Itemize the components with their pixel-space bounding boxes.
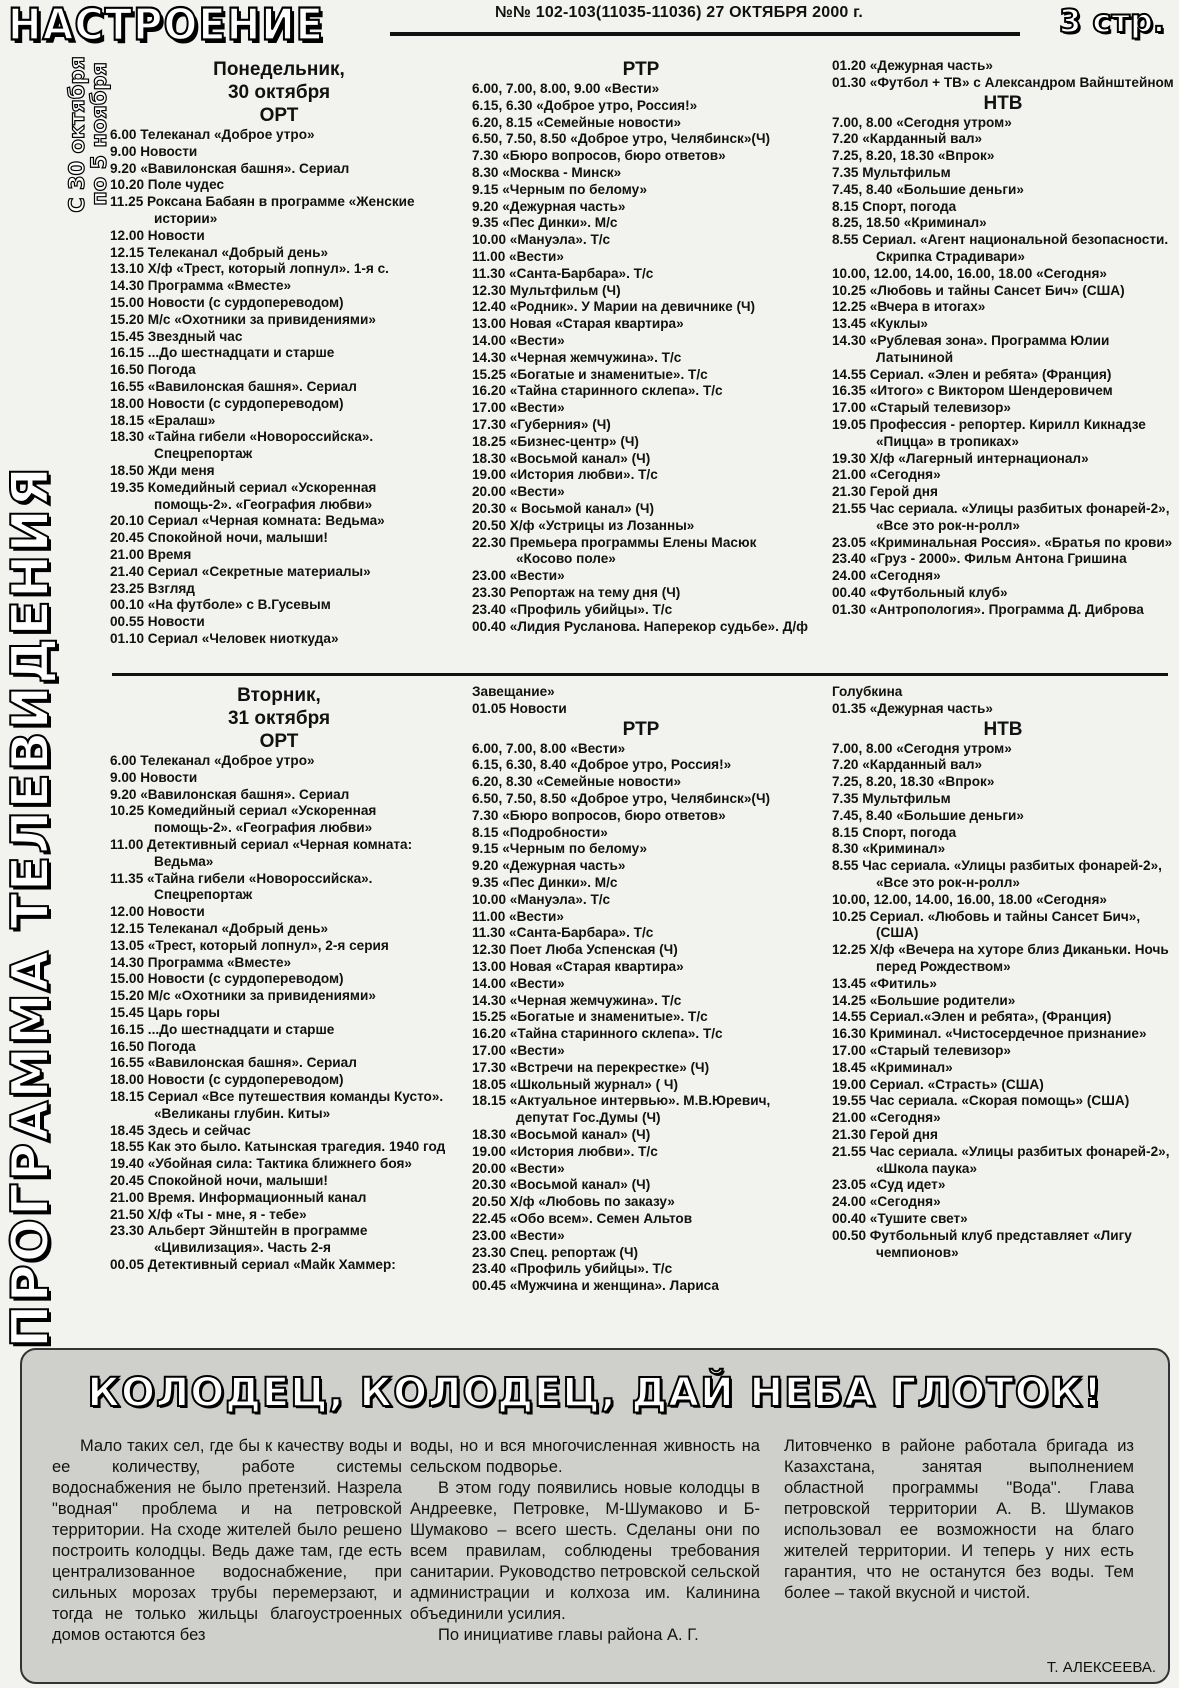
program-entry: 16.50 Погода — [110, 362, 196, 378]
program-entry: 18.00 Новости (с сурдопереводом) — [110, 1072, 344, 1088]
program-entry: 14.30 «Черная жемчужина». Т/с — [472, 349, 682, 365]
program-entry: 15.25 «Богатые и знаменитые». Т/с — [472, 1009, 708, 1025]
page-number: 3 стр. — [1059, 2, 1165, 40]
program-entry: 23.40 «Груз - 2000». Фильм Антона Гришина — [832, 551, 1127, 567]
program-entry: 18.45 Здесь и сейчас — [110, 1122, 251, 1138]
program-entry: 19.35 Комедийный сериал «Ускоренная помощь-2». «География любви» — [110, 479, 377, 512]
program-entry: Завещание» — [472, 684, 555, 699]
program-entry: 7.35 Мультфильм — [832, 164, 951, 180]
program-entry: 18.55 Как это было. Катынская трагедия. 1940 год — [110, 1139, 446, 1155]
program-entry: 12.25 «Вчера в итогах» — [832, 299, 986, 315]
program-entry: 14.00 «Вести» — [472, 975, 565, 991]
tuesday-ort-column — [110, 684, 448, 1274]
program-entry: 13.00 Новая «Старая квартира» — [472, 958, 684, 974]
program-entry: 00.55 Новости — [110, 614, 205, 630]
program-entry: 21.00 «Сегодня» — [832, 467, 941, 483]
program-entry: 19.30 Х/ф «Лагерный интернационал» — [832, 450, 1089, 466]
program-entry: 14.30 «Рублевая зона». Программа Юлии Латыниной — [832, 332, 1110, 365]
program-entry: 23.00 «Вести» — [472, 1227, 565, 1243]
program-entry: 7.35 Мультфильм — [832, 790, 951, 806]
program-entry: 7.30 «Бюро вопросов, бюро ответов» — [472, 148, 726, 164]
program-entry: 23.30 Альберт Эйнштейн в программе «Цивилизация». Часть 2-я — [110, 1223, 368, 1256]
program-entry: 9.20 «Вавилонская башня». Сериал — [110, 786, 350, 802]
program-entry: 7.00, 8.00 «Сегодня утром» — [832, 740, 1012, 756]
program-entry: 15.20 М/с «Охотники за привидениями» — [110, 311, 376, 327]
program-list — [110, 127, 448, 648]
program-entry: 23.05 «Суд идет» — [832, 1177, 946, 1193]
program-entry: 21.40 Сериал «Секретные материалы» — [110, 563, 371, 579]
program-entry: 9.00 Новости — [110, 769, 198, 785]
program-entry: 12.30 Мультфильм (Ч) — [472, 282, 621, 298]
program-entry: 11.30 «Санта-Барбара». Т/с — [472, 925, 654, 941]
day-date: 30 октября — [227, 82, 331, 103]
program-list — [832, 741, 1174, 1262]
program-entry: 15.00 Новости (с сурдопереводом) — [110, 294, 344, 310]
article-box — [20, 1348, 1170, 1684]
monday-section — [108, 58, 1174, 670]
program-entry: 20.45 Спокойной ночи, малыши! — [110, 530, 328, 546]
program-entry: 10.00, 12.00, 14.00, 16.00, 18.00 «Сегодня» — [832, 891, 1107, 907]
tuesday-section — [108, 684, 1174, 1324]
program-entry: 7.00, 8.00 «Сегодня утром» — [832, 114, 1012, 130]
program-list — [472, 741, 810, 1295]
program-entry: 15.00 Новости (с сурдопереводом) — [110, 971, 344, 987]
program-entry: 13.05 «Трест, который лопнул», 2-я серия — [110, 937, 389, 953]
program-entry: 7.25, 8.20, 18.30 «Впрок» — [832, 774, 995, 790]
program-entry: 14.25 «Большие родители» — [832, 992, 1016, 1008]
program-entry: 16.20 «Тайна старинного склепа». Т/с — [472, 383, 723, 399]
program-entry: 6.00, 7.00, 8.00 «Вести» — [472, 740, 626, 756]
program-entry: 20.30 «Восьмой канал» (Ч) — [472, 1177, 651, 1193]
program-entry: 13.00 Новая «Старая квартира» — [472, 316, 684, 332]
program-entry: Голубкина — [832, 684, 903, 699]
program-entry: 14.00 «Вести» — [472, 332, 565, 348]
program-entry: 23.30 Спец. репортаж (Ч) — [472, 1244, 639, 1260]
program-entry: 01.30 «Футбол + ТВ» с Александром Вайнштейном — [832, 74, 1174, 90]
article-column-3 — [784, 1436, 1134, 1604]
program-entry: 18.00 Новости (с сурдопереводом) — [110, 395, 344, 411]
program-entry: 21.55 Час сериала. «Улицы разбитых фонарей-2», «Школа паука» — [832, 1143, 1170, 1176]
program-entry: 7.30 «Бюро вопросов, бюро ответов» — [472, 807, 726, 823]
program-entry: 20.50 Х/ф «Устрицы из Лозанны» — [472, 517, 695, 533]
program-list — [832, 115, 1174, 619]
program-entry: 12.15 Телеканал «Добрый день» — [110, 920, 329, 936]
program-entry: 18.30 «Восьмой канал» (Ч) — [472, 1126, 651, 1142]
monday-ort-column — [110, 58, 448, 648]
program-entry: 17.00 «Вести» — [472, 400, 565, 416]
program-entry: 17.30 «Встречи на перекрестке» (Ч) — [472, 1059, 710, 1075]
program-entry: 7.25, 8.20, 18.30 «Впрок» — [832, 148, 995, 164]
program-entry: 9.20 «Дежурная часть» — [472, 198, 626, 214]
program-entry: 9.20 «Вавилонская башня». Сериал — [110, 160, 350, 176]
program-entry: 10.20 Поле чудес — [110, 177, 225, 193]
date-range: С 30 октября по 5 ноября — [65, 56, 111, 213]
program-list — [110, 753, 448, 1274]
program-entry: 10.00, 12.00, 14.00, 16.00, 18.00 «Сегодня» — [832, 265, 1107, 281]
program-entry: 18.25 «Бизнес-центр» (Ч) — [472, 433, 639, 449]
program-entry: 14.55 Сериал. «Элен и ребята» (Франция) — [832, 366, 1112, 382]
program-entry: 24.00 «Сегодня» — [832, 568, 941, 584]
program-entry: 6.15, 6.30, 8.40 «Доброе утро, Россия!» — [472, 757, 732, 773]
program-entry: 23.30 Репортаж на тему дня (Ч) — [472, 584, 681, 600]
program-entry: 10.25 Сериал. «Любовь и тайны Сансет Бич», (США) — [832, 908, 1141, 941]
program-entry: 21.00 Время. Информационный канал — [110, 1189, 367, 1205]
program-entry: 19.05 Профессия - репортер. Кирилл Кикнадзе «Пицца» в тропиках» — [832, 416, 1146, 449]
channel-name: ОРТ — [259, 731, 299, 752]
masthead-rule — [390, 32, 1020, 36]
program-entry: 24.00 «Сегодня» — [832, 1194, 941, 1210]
day-title: Понедельник, — [213, 59, 345, 80]
program-entry: 23.00 «Вести» — [472, 568, 565, 584]
channel-name: НТВ — [983, 92, 1023, 114]
article-column-2 — [410, 1436, 760, 1646]
program-list — [832, 58, 1174, 92]
program-entry: 11.30 «Санта-Барбара». Т/с — [472, 265, 654, 281]
program-entry: 6.50, 7.50, 8.50 «Доброе утро, Челябинск»(Ч) — [472, 131, 771, 147]
program-entry: 7.45, 8.40 «Большие деньги» — [832, 807, 1024, 823]
program-entry: 18.50 Жди меня — [110, 462, 215, 478]
program-entry: 9.00 Новости — [110, 143, 198, 159]
program-entry: 6.00 Телеканал «Доброе утро» — [110, 127, 315, 142]
program-entry: 18.05 «Школьный журнал» ( Ч) — [472, 1076, 678, 1092]
channel-name: НТВ — [983, 718, 1023, 740]
program-entry: 16.15 ...До шестнадцати и старше — [110, 1021, 335, 1037]
program-entry: 17.00 «Старый телевизор» — [832, 400, 1011, 416]
program-entry: 18.30 «Восьмой канал» (Ч) — [472, 450, 651, 466]
program-entry: 18.15 Сериал «Все путешествия команды Кусто». «Великаны глубин. Киты» — [110, 1088, 444, 1121]
program-entry: 10.00 «Мануэла». Т/с — [472, 232, 611, 248]
program-entry: 19.00 «История любви». Т/с — [472, 467, 658, 483]
section-title-vertical: ПРОГРАММА ТЕЛЕВИДЕНИЯ — [1, 465, 61, 1348]
program-entry: 9.15 «Черным по белому» — [472, 181, 648, 197]
program-entry: 00.40 «Лидия Русланова. Наперекор судьбе». Д/ф — [472, 618, 809, 634]
program-entry: 13.45 «Куклы» — [832, 316, 928, 332]
program-entry: 11.00 «Вести» — [472, 908, 564, 924]
program-entry: 00.45 «Мужчина и женщина». Лариса — [472, 1278, 719, 1294]
program-entry: 22.30 Премьера программы Елены Масюк «Косово поле» — [472, 534, 757, 567]
program-entry: 21.50 Х/ф «Ты - мне, я - тебе» — [110, 1206, 307, 1222]
day-date: 31 октября — [227, 708, 331, 729]
program-entry: 14.30 «Черная жемчужина». Т/с — [472, 992, 682, 1008]
program-entry: 17.00 «Старый телевизор» — [832, 1042, 1011, 1058]
program-entry: 18.15 «Актуальное интервью». М.В.Юревич, депутат Гос.Думы (Ч) — [472, 1093, 771, 1126]
program-entry: 17.00 «Вести» — [472, 1042, 565, 1058]
tuesday-rtr-column — [472, 684, 810, 1295]
program-entry: 19.40 «Убойная сила: Тактика ближнего боя» — [110, 1156, 412, 1172]
channel-name: РТР — [622, 718, 660, 740]
program-entry: 6.20, 8.30 «Семейные новости» — [472, 774, 682, 790]
program-entry: 8.55 Сериал. «Агент национальной безопасности. Скрипка Страдивари» — [832, 232, 1169, 264]
program-entry: 11.25 Роксана Бабаян в программе «Женские истории» — [110, 194, 415, 226]
program-entry: 20.50 Х/ф «Любовь по заказу» — [472, 1194, 675, 1210]
program-entry: 12.15 Телеканал «Добрый день» — [110, 244, 329, 260]
program-entry: 00.05 Детективный сериал «Майк Хаммер: — [110, 1256, 396, 1272]
article-paragraph: воды, но и вся многочисленная живность на сельском подворье. — [410, 1437, 760, 1476]
program-entry: 15.45 Звездный час — [110, 328, 243, 344]
program-entry: 8.30 «Москва - Минск» — [472, 164, 622, 180]
article-paragraph: Мало таких сел, где бы к качеству воды и ее количеству, работе системы водоснабжения не было претензий. Назрела "водная" проблема и на петровской территории. На сходе жителей было решено построить колодцы. Ведь даже там, где есть централизованное водоснабжение, при сильных морозах трубы перемерзают, и тогда не только жильцы благоустроенных домов остаются без — [52, 1437, 402, 1644]
program-entry: 6.00, 7.00, 8.00, 9.00 «Вести» — [472, 81, 660, 96]
program-entry: 8.25, 18.50 «Криминал» — [832, 215, 987, 231]
program-entry: 9.15 «Черным по белому» — [472, 841, 648, 857]
program-entry: 16.55 «Вавилонская башня». Сериал — [110, 378, 357, 394]
program-entry: 11.00 Детективный сериал «Черная комната: Ведьма» — [110, 836, 413, 869]
program-entry: 12.00 Новости — [110, 227, 205, 243]
program-entry: 15.25 «Богатые и знаменитые». Т/с — [472, 366, 708, 382]
sidebar — [1, 56, 111, 1348]
monday-rtr-column — [472, 58, 810, 635]
program-entry: 19.00 «История любви». Т/с — [472, 1143, 658, 1159]
program-entry: 19.55 Час сериала. «Скорая помощь» (США) — [832, 1093, 1130, 1109]
program-entry: 8.15 Спорт, погода — [832, 198, 957, 214]
program-entry: 11.35 «Тайна гибели «Новороссийска». Спецрепортаж — [110, 870, 373, 903]
article-column-1 — [52, 1436, 402, 1646]
program-list — [832, 684, 1174, 718]
program-entry: 8.15 «Подробности» — [472, 824, 608, 840]
program-entry: 01.10 Сериал «Человек ниоткуда» — [110, 630, 339, 646]
program-entry: 12.25 Х/ф «Вечера на хуторе близ Диканьки. Ночь перед Рождеством» — [832, 942, 1169, 974]
program-entry: 13.45 «Фитиль» — [832, 975, 937, 991]
program-entry: 00.40 «Тушите свет» — [832, 1210, 968, 1226]
program-entry: 7.45, 8.40 «Большие деньги» — [832, 181, 1024, 197]
program-entry: 6.20, 8.15 «Семейные новости» — [472, 114, 682, 130]
program-entry: 20.00 «Вести» — [472, 484, 565, 500]
program-entry: 12.30 Поет Люба Успенская (Ч) — [472, 942, 678, 958]
program-entry: 7.20 «Карданный вал» — [832, 757, 983, 773]
program-entry: 14.30 Программа «Вместе» — [110, 954, 292, 970]
program-entry: 6.00 Телеканал «Доброе утро» — [110, 753, 315, 768]
program-entry: 14.30 Программа «Вместе» — [110, 278, 292, 294]
program-list — [472, 81, 810, 635]
program-entry: 8.55 Час сериала. «Улицы разбитых фонарей-2», «Все это рок-н-ролл» — [832, 858, 1162, 890]
program-entry: 21.55 Час сериала. «Улицы разбитых фонарей-2», «Все это рок-н-ролл» — [832, 500, 1170, 533]
program-entry: 10.00 «Мануэла». Т/с — [472, 891, 611, 907]
program-entry: 11.00 «Вести» — [472, 248, 564, 264]
program-entry: 15.45 Царь горы — [110, 1004, 220, 1020]
program-entry: 14.55 Сериал.«Элен и ребята», (Франция) — [832, 1009, 1112, 1025]
masthead — [0, 0, 1179, 51]
program-entry: 01.20 «Дежурная часть» — [832, 58, 993, 73]
issue-info: №№ 102-103(11035-11036) 27 ОКТЯБРЯ 2000 г. — [495, 4, 864, 21]
program-entry: 12.40 «Родник». У Марии на девичнике (Ч) — [472, 299, 756, 315]
program-entry: 01.05 Новости — [472, 700, 567, 716]
program-entry: 9.35 «Пес Динки». М/с — [472, 215, 618, 231]
program-entry: 00.40 «Футбольный клуб» — [832, 584, 1008, 600]
program-entry: 6.50, 7.50, 8.50 «Доброе утро, Челябинск»(Ч) — [472, 790, 771, 806]
program-entry: 20.30 « Восьмой канал» (Ч) — [472, 500, 655, 516]
program-entry: 15.20 М/с «Охотники за привидениями» — [110, 988, 376, 1004]
program-entry: 10.25 «Любовь и тайны Сансет Бич» (США) — [832, 282, 1125, 298]
program-entry: 20.00 «Вести» — [472, 1160, 565, 1176]
program-entry: 21.00 «Сегодня» — [832, 1110, 941, 1126]
program-entry: 7.20 «Карданный вал» — [832, 131, 983, 147]
program-entry: 13.10 Х/ф «Трест, который лопнул». 1-я с. — [110, 261, 389, 277]
article-headline: КОЛОДЕЦ, КОЛОДЕЦ, ДАЙ НЕБА ГЛОТОК! — [87, 1370, 1103, 1416]
program-entry: 16.55 «Вавилонская башня». Сериал — [110, 1055, 357, 1071]
program-entry: 9.20 «Дежурная часть» — [472, 858, 626, 874]
program-entry: 23.40 «Профиль убийцы». Т/с — [472, 601, 673, 617]
article-paragraph: По инициативе главы района А. Г. — [438, 1626, 699, 1644]
program-entry: 16.20 «Тайна старинного склепа». Т/с — [472, 1026, 723, 1042]
program-entry: 01.30 «Антропология». Программа Д. Диброва — [832, 601, 1144, 617]
tuesday-ntv-column — [832, 684, 1174, 1261]
program-entry: 00.10 «На футболе» с В.Гусевым — [110, 597, 331, 613]
program-entry: 16.30 Криминал. «Чистосердечное признание» — [832, 1026, 1147, 1042]
program-entry: 17.30 «Губерния» (Ч) — [472, 416, 611, 432]
program-entry: 18.30 «Тайна гибели «Новороссийска». Спецрепортаж — [110, 429, 374, 462]
program-list — [472, 684, 810, 718]
program-entry: 6.15, 6.30 «Доброе утро, Россия!» — [472, 97, 698, 113]
program-entry: 21.30 Герой дня — [832, 1126, 938, 1142]
program-entry: 23.40 «Профиль убийцы». Т/с — [472, 1261, 673, 1277]
program-entry: 23.05 «Криминальная Россия». «Братья по крови» — [832, 534, 1173, 550]
program-entry: 18.15 «Ералаш» — [110, 412, 216, 428]
channel-name: ОРТ — [259, 105, 299, 126]
newspaper-name: НАСТРОЕНИЕ — [8, 0, 324, 51]
channel-name: РТР — [622, 59, 660, 80]
day-title: Вторник, — [237, 685, 321, 706]
article-paragraph: В этом году появились новые колодцы в Андреевке, Петровке, М-Шумаково и Б-Шумаково – всего шесть. Сделаны они по всем правилам, соблюдены требования санитарии. Руководство петровской сельской администрации и колхоза им. Калинина объединили усилия. — [410, 1479, 760, 1623]
article-paragraph: Литовченко в районе работала бригада из Казахстана, занятая выполнением областной программы "Вода". Глава петровской территории А. В. Шумаков использовал ее возможности на благо жителей территории. И теперь у них есть гарантия, что не останутся без воды. Тем более – такой вкусной и чистой. — [784, 1437, 1134, 1602]
program-entry: 21.30 Герой дня — [832, 484, 938, 500]
section-divider — [112, 673, 1168, 676]
program-entry: 22.45 «Обо всем». Семен Альтов — [472, 1210, 693, 1226]
monday-ntv-column — [832, 58, 1174, 619]
article-author: Т. АЛЕКСЕЕВА. — [1046, 1659, 1156, 1676]
program-entry: 8.30 «Криминал» — [832, 841, 946, 857]
program-entry: 20.45 Спокойной ночи, малыши! — [110, 1172, 328, 1188]
program-entry: 16.35 «Итого» с Виктором Шендеровичем — [832, 383, 1113, 399]
program-entry: 19.00 Сериал. «Страсть» (США) — [832, 1076, 1044, 1092]
program-entry: 18.45 «Криминал» — [832, 1059, 953, 1075]
program-entry: 12.00 Новости — [110, 904, 205, 920]
program-entry: 9.35 «Пес Динки». М/с — [472, 874, 618, 890]
program-entry: 20.10 Сериал «Черная комната: Ведьма» — [110, 513, 385, 529]
program-entry: 16.50 Погода — [110, 1038, 196, 1054]
program-entry: 10.25 Комедийный сериал «Ускоренная помощь-2». «География любви» — [110, 803, 377, 836]
program-entry: 00.50 Футбольный клуб представляет «Лигу чемпионов» — [832, 1227, 1132, 1260]
program-entry: 16.15 ...До шестнадцати и старше — [110, 345, 335, 361]
program-entry: 8.15 Спорт, погода — [832, 824, 957, 840]
program-entry: 23.25 Взгляд — [110, 580, 195, 596]
program-entry: 21.00 Время — [110, 546, 192, 562]
program-entry: 01.35 «Дежурная часть» — [832, 700, 993, 716]
